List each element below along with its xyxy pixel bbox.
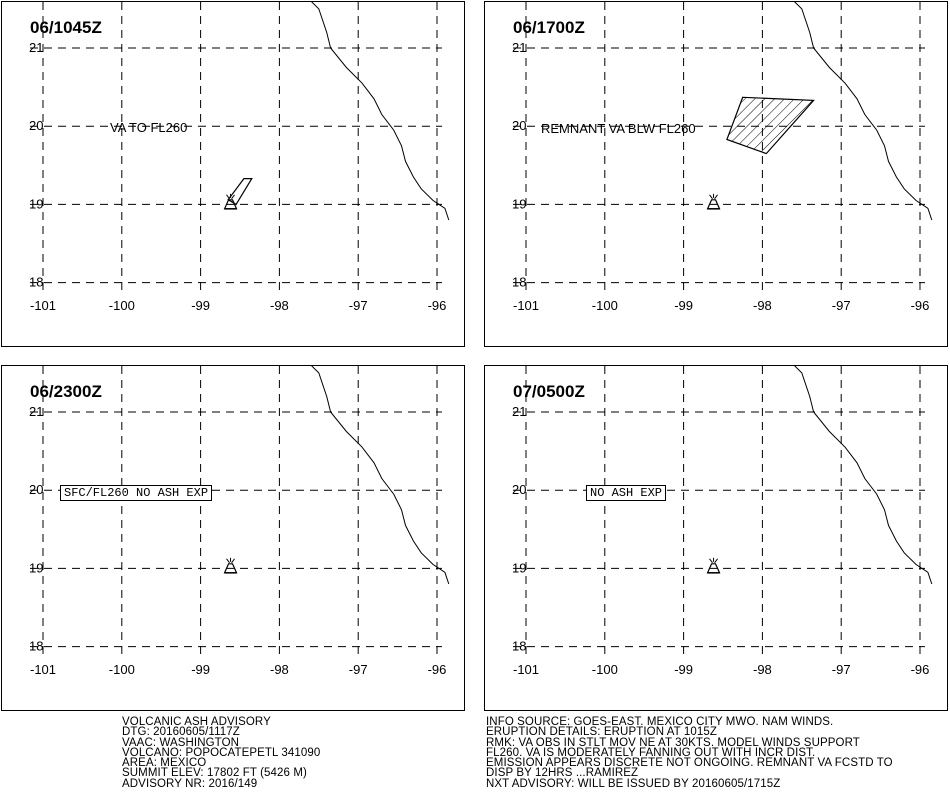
- advisory-line: FL260. VA IS MODERATELY FANNING OUT WITH INCR DIST.: [486, 746, 816, 759]
- advisory-line: VAAC: WASHINGTON: [122, 736, 240, 749]
- lat-tick-label: 21: [29, 404, 44, 419]
- lat-tick-label: 18: [29, 638, 44, 654]
- lat-tick-label: 18: [512, 638, 527, 654]
- advisory-line: VOLCANIC ASH ADVISORY: [122, 716, 271, 728]
- lon-tick-label: -98: [270, 662, 289, 677]
- lat-tick-label: 18: [512, 274, 527, 290]
- lon-tick-label: -99: [191, 298, 210, 313]
- map-canvas: [485, 2, 948, 347]
- advisory-line: SUMMIT ELEV: 17802 FT (5426 M): [122, 767, 307, 780]
- advisory-line: RMK: VA OBS IN STLT MOV NE AT 30KTS. MODEL WINDS SUPPORT: [486, 736, 860, 749]
- lon-tick-label: -97: [831, 662, 851, 677]
- graticule: [30, 2, 442, 294]
- lon-tick-label: -99: [674, 298, 693, 313]
- lon-tick-label: -96: [427, 298, 447, 313]
- volcano-icon: [708, 558, 720, 573]
- lon-tick-label: -98: [753, 298, 772, 313]
- panel-title: 06/2300Z: [30, 382, 102, 401]
- lat-tick-label: 20: [512, 482, 527, 498]
- lat-tick-label: 19: [512, 560, 527, 576]
- ash-annotation: VA TO FL260: [110, 120, 188, 135]
- map-canvas: [2, 366, 465, 711]
- advisory-line: DISP BY 12HRS ...RAMIREZ: [486, 767, 639, 780]
- lon-tick-label: -96: [910, 298, 930, 313]
- lon-tick-label: -99: [191, 662, 210, 677]
- lon-tick-label: -98: [753, 662, 772, 677]
- lon-tick-label: -96: [427, 662, 447, 677]
- advisory-line: AREA: MEXICO: [122, 757, 207, 770]
- forecast-panel-0705: [484, 365, 948, 711]
- advisory-line: VOLCANO: POPOCATEPETL 341090: [122, 746, 321, 759]
- ash-annotation: REMNANT VA BLW FL260: [541, 121, 696, 136]
- lat-tick-label: 19: [29, 196, 44, 212]
- lat-tick-label: 20: [29, 118, 44, 134]
- volcano-icon: [708, 194, 720, 209]
- advisory-line: INFO SOURCE: GOES-EAST. MEXICO CITY MWO. NAM WINDS.: [486, 716, 834, 728]
- lon-tick-label: -100: [108, 298, 135, 313]
- lat-tick-label: 19: [29, 560, 44, 576]
- panel-title: 06/1700Z: [513, 18, 585, 37]
- lat-tick-label: 21: [512, 404, 527, 419]
- lon-tick-label: -100: [591, 298, 618, 313]
- ash-annotation: SFC/FL260 NO ASH EXP: [60, 485, 212, 501]
- advisory-header-text: [122, 717, 320, 789]
- map-canvas: [2, 2, 465, 347]
- forecast-panel-0610: [1, 1, 465, 347]
- lon-tick-label: -100: [108, 662, 135, 677]
- forecast-panel-0623: [1, 365, 465, 711]
- advisory-line: EMISSION APPEARS DISCRETE NOT ONGOING. REMNANT VA FCSTD TO: [486, 757, 893, 770]
- lon-tick-label: -97: [831, 298, 851, 313]
- map-canvas: [485, 366, 948, 711]
- lon-tick-label: -101: [29, 298, 57, 313]
- forecast-panel-0617: [484, 1, 948, 347]
- coastline: [786, 2, 932, 220]
- lat-tick-label: 20: [512, 118, 527, 134]
- volcano-icon: [225, 558, 237, 573]
- ash-cloud-polygon: [727, 97, 814, 153]
- advisory-line: NXT ADVISORY: WILL BE ISSUED BY 20160605/1715Z: [486, 777, 781, 790]
- advisory-line: ADVISORY NR: 2016/149: [122, 777, 258, 790]
- coastline: [303, 2, 449, 220]
- lon-tick-label: -96: [910, 662, 930, 677]
- ash-cloud-polygon: [228, 179, 252, 205]
- advisory-remarks-text: [486, 717, 893, 789]
- lon-tick-label: -97: [348, 662, 368, 677]
- lon-tick-label: -101: [29, 662, 57, 677]
- lat-tick-label: 18: [29, 274, 44, 290]
- lon-tick-label: -101: [512, 298, 540, 313]
- panel-title: 06/1045Z: [30, 18, 102, 37]
- lon-tick-label: -98: [270, 298, 289, 313]
- lon-tick-label: -97: [348, 298, 368, 313]
- lon-tick-label: -101: [512, 662, 540, 677]
- lon-tick-label: -100: [591, 662, 618, 677]
- coastline: [786, 366, 932, 584]
- lat-tick-label: 20: [29, 482, 44, 498]
- lon-tick-label: -99: [674, 662, 693, 677]
- lat-tick-label: 19: [512, 196, 527, 212]
- lat-tick-label: 21: [29, 40, 44, 55]
- graticule: [30, 366, 442, 658]
- panel-title: 07/0500Z: [513, 382, 585, 401]
- graticule: [513, 2, 925, 294]
- lat-tick-label: 21: [512, 40, 527, 55]
- advisory-line: DTG: 20160605/1117Z: [122, 726, 240, 739]
- graticule: [513, 366, 925, 658]
- coastline: [303, 366, 449, 584]
- advisory-line: ERUPTION DETAILS: ERUPTION AT 1015Z: [486, 726, 718, 739]
- ash-annotation: NO ASH EXP: [586, 485, 666, 501]
